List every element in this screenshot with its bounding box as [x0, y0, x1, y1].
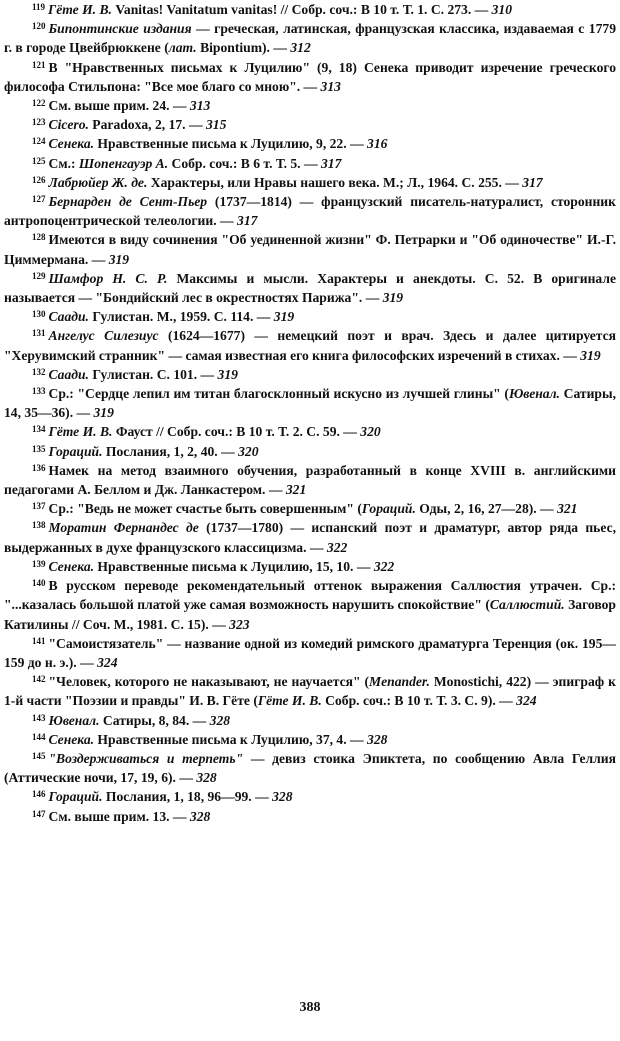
footnote-page-ref: 317: [522, 174, 543, 190]
footnote-text: См. выше прим. 13. —: [48, 808, 190, 824]
footnote: [4, 672, 616, 710]
footnote-text: Послания, 1, 18, 96—99. —: [102, 789, 273, 805]
footnote: [4, 0, 616, 19]
footnote-italic-text: Сенека.: [48, 731, 95, 747]
footnote-text: "Самоистязатель" — название одной из комедий римского драматурга Теренция (ок. 195—159 до н. э.). —: [4, 635, 616, 670]
footnote: [4, 326, 616, 364]
footnote-number: 131: [32, 328, 46, 339]
footnote-italic-text: Гёте И. В.: [48, 2, 112, 17]
footnote-text: — девиз стоика Эпиктета, по сообщению Авла Геллия (Аттические ночи, 17, 19, 6). —: [4, 750, 616, 786]
footnote-page-ref: 328: [196, 770, 217, 786]
footnote: [4, 576, 616, 634]
footnote-number: 142: [32, 674, 46, 685]
notes-column: [4, 0, 616, 826]
footnote-text: (1624—1677) — немецкий поэт и врач. Здесь и далее цитируется "Херувимский странник" — самая известная его книга философских изречений в стихах. —: [4, 328, 616, 363]
footnote-italic-text: Ювенал.: [48, 712, 100, 728]
footnote-page-ref: 322: [373, 558, 395, 574]
footnote-italic-text: Бипонтинские издания: [48, 21, 192, 37]
footnote-italic-text: Гёте И. В.: [257, 693, 322, 709]
footnote-text: Послания, 1, 2, 40. —: [102, 443, 239, 459]
footnote-number: 143: [32, 712, 46, 723]
footnote-text: В русском переводе рекомендательный оттенок выражения Саллюстия утрачен. Ср.: "...казалась большой платой уже самая возможность нарушить спокойствие" (: [4, 578, 616, 613]
footnote-italic-text: Ангелус Силезиус: [48, 328, 159, 344]
footnote-page-ref: 310: [491, 2, 513, 17]
footnote-text: Гулистан. С. 101. —: [88, 366, 218, 382]
footnote-text: Paradoxa, 2, 17. —: [88, 117, 206, 133]
footnote-number: 137: [32, 501, 46, 512]
footnote-text: Ср.: "Ведь не может счастье быть совершенным" (: [48, 501, 362, 517]
footnote-italic-text: Гёте И. В.: [48, 424, 113, 440]
footnote: [4, 461, 616, 499]
footnote-text: Сатиры, 14, 35—36). —: [4, 386, 616, 421]
footnote-italic-text: Menander.: [369, 674, 430, 690]
footnote-number: 146: [32, 789, 46, 800]
footnote-text: Нравственные письма к Луцилию, 37, 4. —: [94, 731, 368, 747]
footnote: [4, 192, 616, 230]
footnote-page-ref: 317: [237, 213, 258, 229]
footnote: [4, 499, 616, 518]
footnote-text: Нравственные письма к Луцилию, 15, 10. —: [94, 558, 374, 574]
footnote-number: 147: [32, 808, 46, 819]
footnote-italic-text: Шопенгауэр А.: [78, 155, 169, 171]
footnote-text: Ср.: "Сердце лепил им титан благосклонный искусно из лучшей глины" (: [48, 386, 509, 402]
footnote-number: 139: [32, 558, 46, 569]
footnote: [4, 230, 616, 268]
footnote-text: Monostichi, 422) — эпиграф к 1-й части "Поэзии и правды" И. В. Гёте (: [4, 674, 616, 709]
footnote-number: 127: [32, 194, 46, 205]
footnote-number: 129: [32, 270, 46, 281]
footnote-page-ref: 319: [382, 290, 404, 306]
footnote-text: (1737—1814) — французский писатель-натуралист, сторонник антропоцентрической телеологии. —: [4, 194, 616, 229]
footnote-number: 144: [32, 731, 46, 742]
footnote-page-ref: 319: [108, 251, 130, 267]
footnote: [4, 173, 616, 192]
footnote-page-ref: 315: [205, 117, 227, 133]
footnote-page-ref: 320: [360, 424, 381, 440]
footnote-number: 138: [32, 520, 46, 531]
footnote-italic-text: Саади.: [48, 366, 89, 382]
footnote-text: Сатиры, 8, 84. —: [99, 712, 210, 728]
footnote-number: 135: [32, 443, 46, 454]
footnote-number: 141: [32, 635, 46, 646]
footnote-page-ref: 322: [326, 539, 348, 555]
footnote-italic-text: Моратин Фернандес де: [48, 520, 199, 536]
footnote-text: Фауст // Собр. соч.: В 10 т. Т. 2. С. 59. —: [112, 424, 361, 440]
footnote-italic-text: Гораций.: [48, 443, 103, 459]
footnote: [4, 365, 616, 384]
footnote-italic-text: Сенека.: [48, 136, 95, 152]
footnote: [4, 154, 616, 173]
footnote-italic-text: Саллюстий.: [489, 597, 565, 613]
footnote-italic-text: Гораций.: [48, 789, 103, 805]
page-number: 388: [299, 1000, 321, 1015]
footnote-text: Максимы и мысли. Характеры и анекдоты. С. 52. В оригинале называется — "Бондийский лес в окрестностях Парижа". —: [4, 270, 616, 306]
footnote-page-ref: 313: [189, 98, 211, 114]
footnote: [4, 384, 616, 422]
footnote-text: — греческая, латинская, французская классика, издаваемая с 1779 г. в городе Цвейбрюккене (: [4, 21, 616, 56]
footnote: [4, 269, 616, 307]
footnote-number: 121: [32, 59, 46, 70]
footnote-number: 140: [32, 578, 46, 589]
footnote: [4, 807, 616, 826]
footnote-number: 124: [32, 136, 46, 147]
footnote-italic-text: лат.: [168, 40, 197, 56]
footnote-page-ref: 328: [272, 789, 293, 805]
footnote-page-ref: 321: [285, 482, 307, 498]
footnote-text: Собр. соч.: В 10 т. Т. 3. С. 9). —: [321, 693, 517, 709]
footnote-page-ref: 328: [189, 808, 211, 824]
footnote-italic-text: Cicero.: [48, 117, 89, 133]
footnote-text: Нравственные письма к Луцилию, 9, 22. —: [94, 136, 368, 152]
footnote: [4, 58, 616, 96]
footnote-italic-text: Сенека.: [48, 558, 95, 574]
footnote: [4, 307, 616, 326]
footnote-text: "Человек, которого не наказывают, не научается" (: [48, 674, 370, 690]
footnote-text: Характеры, или Нравы нашего века. М.; Л., 1964. С. 255. —: [147, 174, 523, 190]
footnote-italic-text: Лабрюйер Ж. де.: [48, 174, 148, 190]
footnote-text: Vanitas! Vanitatum vanitas! // Собр. соч.: В 10 т. Т. 1. С. 273. —: [111, 2, 492, 17]
footnote: [4, 134, 616, 153]
footnote: [4, 96, 616, 115]
footnote-number: 136: [32, 462, 46, 473]
footnote-number: 120: [32, 21, 46, 32]
footnote-page-ref: 319: [273, 309, 295, 325]
footnote: [4, 19, 616, 57]
footnote-number: 123: [32, 117, 46, 128]
footnote-text: Намек на метод взаимного обучения, разработанный в конце XVIII в. английскими педагогами А. Беллом и Дж. Ланкастером. —: [4, 462, 616, 498]
footnote-page-ref: 328: [209, 712, 231, 728]
footnote-page-ref: 323: [229, 616, 250, 632]
footnote-text: Оды, 2, 16, 27—28). —: [415, 501, 558, 517]
footnote: [4, 730, 616, 749]
footnote-page-ref: 324: [97, 654, 118, 670]
footnote-italic-text: "Воздерживаться и терпеть": [48, 750, 244, 766]
footnote-italic-text: Саади.: [48, 309, 89, 325]
footnote-number: 126: [32, 174, 46, 185]
footnote-italic-text: Гораций.: [361, 501, 416, 517]
footnote-text: См.:: [48, 155, 79, 171]
footnote-text: Заговор Катилины // Соч. М., 1981. С. 15). —: [4, 597, 616, 632]
footnote: [4, 557, 616, 576]
footnote-number: 133: [32, 386, 46, 397]
footnote-text: (1737—1780) — испанский поэт и драматург, автор ряда пьес, выдержанных в духе французского классицизма. —: [4, 520, 617, 555]
footnote-page-ref: 319: [217, 366, 238, 382]
footnote-text: См. выше прим. 24. —: [48, 98, 190, 114]
footnote-page-ref: 312: [290, 40, 311, 56]
footnote-number: 134: [32, 424, 46, 435]
footnote: [4, 518, 616, 556]
footnote-page-ref: 313: [320, 78, 341, 94]
footnote-number: 132: [32, 366, 46, 377]
footnote-number: 128: [32, 232, 46, 243]
footnote-page-ref: 317: [320, 155, 342, 171]
footnote-number: 125: [32, 155, 46, 166]
footnote-page-ref: 321: [557, 501, 578, 517]
footnote: [4, 422, 616, 441]
footnote-page-ref: 328: [367, 731, 388, 747]
footnote: [4, 711, 616, 730]
footnote-page-ref: 324: [516, 693, 537, 709]
footnote: [4, 115, 616, 134]
footnote-page-ref: 319: [93, 405, 114, 421]
footnote-italic-text: Бернарден де Сент-Пьер: [48, 194, 208, 210]
footnote: [4, 442, 616, 461]
footnote-text: В "Нравственных письмах к Луцилию" (9, 18) Сенека приводит изречение греческого философа Стильпона: "Все мое благо со мною". —: [4, 59, 616, 94]
footnote-text: Имеются в виду сочинения "Об уединенной жизни" Ф. Петрарки и "Об одиночестве" И.-Г. Циммермана. —: [4, 232, 616, 267]
footnote: [4, 634, 616, 672]
footnote-text: Гулистан. М., 1959. С. 114. —: [88, 309, 274, 325]
footnote-page-ref: 320: [238, 443, 259, 459]
footnote-text: Собр. соч.: В 6 т. Т. 5. —: [168, 155, 321, 171]
footnote-number: 130: [32, 309, 46, 320]
footnote-page-ref: 316: [367, 136, 388, 152]
footnote-number: 119: [32, 2, 46, 12]
footnote-number: 122: [32, 98, 46, 109]
footnote-page-ref: 319: [580, 347, 601, 363]
footnote: [4, 749, 616, 787]
footnote-text: Bipontium). —: [196, 40, 291, 56]
footnote-italic-text: Ювенал.: [508, 386, 560, 402]
footnote-number: 145: [32, 750, 46, 761]
footnote-italic-text: Шамфор Н. С. Р.: [48, 270, 168, 286]
footnote: [4, 787, 616, 806]
